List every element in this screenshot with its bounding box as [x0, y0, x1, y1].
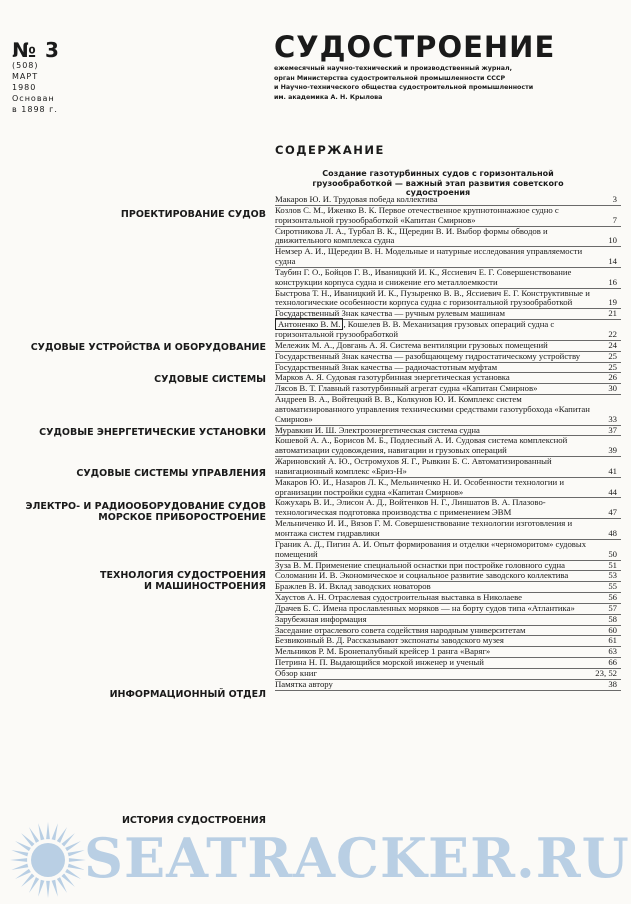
- sun-ray: [21, 833, 34, 846]
- toc-page-number: 26: [608, 372, 617, 383]
- toc-page-number: 22: [608, 328, 617, 339]
- toc-entry-text: Безвиконный В. Д. Рассказывают экспонаты заводского музея: [275, 635, 504, 646]
- sun-ray: [15, 841, 31, 851]
- sun-ray: [11, 850, 28, 856]
- toc-page-number: 33: [608, 413, 617, 424]
- issue-year: 1980: [12, 83, 37, 92]
- toc-page-number: 60: [608, 624, 617, 635]
- subtitle-line: им. академика А. Н. Крылова: [274, 93, 383, 101]
- toc-entry-text: Муравкин И. Ш. Электроэнергетическая система судна: [275, 424, 480, 435]
- toc-entry-text: Обзор книг: [275, 667, 318, 678]
- toc-entry[interactable]: [275, 498, 621, 519]
- sun-ray: [65, 869, 81, 879]
- toc-entry-text: Сиротникова Л. А., Турбал В. К., Щередин В. И. Выбор формы обводов и движительного комплекса судна: [275, 225, 548, 246]
- toc-entry-text: Зуза В. М. Применение специальной оснастки при постройке головного судна: [275, 559, 565, 570]
- issue-month: МАРТ: [12, 72, 39, 81]
- sun-ray: [38, 823, 44, 840]
- section-heading: ПРОЕКТИРОВАНИЕ СУДОВ: [120, 209, 266, 220]
- lead-article-title[interactable]: Создание газотурбинных судов с горизонтальной грузообработкой — важный этап развития советского судостроения: [312, 169, 564, 197]
- section-heading: СУДОВЫЕ СИСТЕМЫ: [154, 374, 266, 385]
- toc-page-number: 41: [608, 465, 617, 476]
- toc-page-number: 19: [608, 297, 617, 308]
- toc-entry-text: Марков А. Я. Судовая газотурбинная энергетическая установка: [275, 372, 510, 383]
- toc-entry-text: Драчев Б. С. Имена прославленных моряков — на борту судов типа «Атлантика»: [275, 602, 575, 613]
- founded-year: в 1898 г.: [12, 105, 58, 114]
- masthead: [274, 30, 624, 102]
- sun-ray: [11, 864, 28, 870]
- section-heading: ИНФОРМАЦИОННЫЙ ОТДЕЛ: [109, 689, 266, 700]
- watermark-text: SEATRACKER.RU: [84, 826, 630, 890]
- toc-page-number: 63: [608, 646, 617, 657]
- sun-ray: [29, 827, 39, 843]
- sun-ray: [29, 877, 39, 893]
- toc-entry-text: Государственный Знак качества — разобщающему гидростатическому устройству: [275, 350, 581, 361]
- toc-entry[interactable]: [275, 478, 621, 499]
- toc-page-number: 51: [608, 559, 617, 570]
- toc-entry-text: Быстрова Т. Н., Иваницкий И. К., Пузыренко В. В., Яссиевич Е. Г. Конструктивные и технологические особенности корпуса судна с горизонтальной грузообработкой: [275, 287, 590, 308]
- toc-entry-text: Заседание отраслевого совета содействия народным университетам: [275, 624, 526, 635]
- toc-page-number: 14: [608, 256, 617, 267]
- toc-entry-text: Соломанин И. В. Экономическое и социальное развитие заводского коллектива: [275, 570, 569, 581]
- toc-entry-text: Государственный Знак качества — радиочастотным муфтам: [275, 361, 498, 372]
- sun-ray: [61, 873, 74, 886]
- section-heading: ИСТОРИЯ СУДОСТРОЕНИЯ: [121, 815, 266, 826]
- toc-entry-text: Козлов С. М., Иженко В. К. Первое отечественное крупнотоннажное судно с горизонтальной грузообработкой «Капитан Смирнов»: [275, 204, 559, 225]
- contents-heading: СОДЕРЖАНИЕ: [275, 143, 385, 157]
- sun-ray: [15, 869, 31, 879]
- toc-entry[interactable]: [275, 457, 621, 478]
- toc-entry-text: Мельниченко И. И., Вязов Г. М. Совершенствование технологии изготовления и монтажа систем гидравлики: [275, 518, 573, 538]
- sun-ray: [68, 864, 85, 870]
- toc-entry-text: Бражлев В. И. Вклад заводских новаторов: [275, 581, 431, 592]
- toc-page-number: 16: [608, 276, 617, 287]
- section-heading: СУДОВЫЕ ЭНЕРГЕТИЧЕСКИЕ УСТАНОВКИ: [39, 427, 266, 438]
- toc-page-number: 30: [608, 383, 617, 394]
- toc-entry-text: Макаров Ю. И., Назаров Л. К., Мельниченко Н. И. Особенности технологии и организации постройки судна «Капитан Смирнов»: [275, 476, 565, 497]
- toc-entry[interactable]: [275, 540, 621, 561]
- sun-ray: [57, 877, 67, 893]
- toc-entry-text: Мельников Р. М. Бронепалубный крейсер 1 ранга «Варяг»: [275, 646, 491, 657]
- table-of-contents: [275, 195, 621, 691]
- subtitle-line: и Научно-технического общества судостроительной промышленности: [274, 84, 534, 91]
- toc-page-number: 58: [608, 613, 617, 624]
- toc-entry[interactable]: [275, 436, 621, 457]
- toc-entry[interactable]: [275, 658, 621, 669]
- toc-page-number: 7: [612, 214, 617, 225]
- toc-entry-text: Памятка автору: [275, 678, 333, 689]
- toc-entry-text: Жариновский А. Ю., Остромухов Я. Г., Рывкин Б. С. Автоматизированный навигационный комплекс «Бриз-Н»: [275, 456, 552, 476]
- toc-entry-text: Петрина Н. П. Выдающийся морской инженер и ученый: [275, 657, 484, 668]
- sun-logo-icon: [0, 808, 96, 904]
- watermark: [0, 808, 631, 904]
- toc-page-number: 21: [608, 308, 617, 319]
- toc-entry-rest: , Кошелев В. В. Механизация грузовых операций судна с горизонтальной грузообработкой: [275, 319, 555, 339]
- toc-entry-text: [275, 320, 595, 340]
- toc-page-number: 47: [608, 507, 617, 518]
- toc-entry-text: Немзер А. И., Щередин В. Н. Модельные и натурные исследования управляемости судна: [275, 246, 583, 267]
- toc-page-number: 37: [608, 424, 617, 435]
- toc-page-number: 61: [608, 635, 617, 646]
- toc-entry-text: Таубин Г. О., Бойцов Г. В., Иваницкий И. К., Яссиевич Е. Г. Совершенствование конструкции корпуса судна и снижение его металлоемкости: [275, 266, 572, 287]
- toc-page-number: 56: [608, 592, 617, 603]
- toc-entry[interactable]: [275, 519, 621, 540]
- toc-entry-text: Кожухарь В. И., Элисон А. Д., Войтенков Н. Г., Линшатов В. А. Плазово-технологическая подготовка производства с применением ЭВМ: [275, 497, 546, 518]
- issue-info: [12, 40, 72, 115]
- toc-entry-text: Лясов В. Т. Главный газотурбинный агрегат судна «Капитан Смирнов»: [275, 383, 538, 394]
- toc-entry-text: Мележик М. А., Довгань А. Я. Система вентиляции грузовых помещений: [275, 339, 548, 350]
- sun-ray: [57, 827, 67, 843]
- toc-page-number: 24: [608, 339, 617, 350]
- toc-entry[interactable]: [275, 206, 621, 227]
- subtitle-line: ежемесячный научно-технический и производственный журнал,: [274, 65, 513, 72]
- toc-page-number: 25: [608, 361, 617, 372]
- section-heading: СУДОВЫЕ УСТРОЙСТВА И ОБОРУДОВАНИЕ: [30, 342, 266, 353]
- section-heading: ЭЛЕКТРО- И РАДИООБОРУДОВАНИЕ СУДОВ МОРСКОЕ ПРИБОРОСТРОЕНИЕ: [25, 501, 266, 523]
- toc-page-number: 25: [608, 350, 617, 361]
- toc-page-number: 57: [608, 602, 617, 613]
- toc-entry-text: Хаустов А. Н. Отраслевая судостроительная выставка в Николаеве: [275, 592, 523, 603]
- magazine-title: СУДОСТРОЕНИЕ: [274, 30, 556, 64]
- issue-serial: (508): [12, 61, 39, 70]
- sun-ray: [10, 858, 27, 862]
- toc-entry[interactable]: [275, 395, 621, 426]
- toc-entry-text: Государственный Знак качества — ручным рулевым машинам: [275, 308, 506, 319]
- toc-page-number: 53: [608, 570, 617, 581]
- sun-ray: [46, 881, 50, 898]
- toc-entry-text: Андреев В. А., Войтецкий В. В., Колкунов Ю. И. Комплекс систем автоматизированного управления техническими средствами газотурбохода «Капитан Смирнов»: [275, 394, 590, 424]
- toc-entry[interactable]: [275, 615, 621, 626]
- toc-page-number: 55: [608, 581, 617, 592]
- sun-ray: [38, 880, 44, 897]
- sun-ray: [52, 880, 58, 897]
- section-heading: ТЕХНОЛОГИЯ СУДОСТРОЕНИЯ И МАШИНОСТРОЕНИЯ: [100, 570, 266, 592]
- toc-page-number: 23, 52: [595, 667, 617, 678]
- highlighted-author: Антоненко В. М.: [275, 318, 343, 330]
- section-heading: СУДОВЫЕ СИСТЕМЫ УПРАВЛЕНИЯ: [76, 468, 266, 479]
- toc-entry-text: Граник А. Д., Пигин А. И. Опыт формирования и отделки «черноморитом» судовых помещений: [275, 538, 587, 559]
- toc-page-number: 38: [608, 678, 617, 689]
- sun-ray: [68, 850, 85, 856]
- sun-ray: [61, 833, 74, 846]
- toc-entry[interactable]: [275, 352, 621, 363]
- toc-page-number: 3: [612, 194, 617, 204]
- toc-entry[interactable]: [275, 289, 621, 310]
- sun-ray: [65, 841, 81, 851]
- toc-entry[interactable]: [275, 247, 621, 268]
- toc-page-number: 44: [608, 486, 617, 497]
- toc-entry-text: Кошевой А. А., Борисов М. Б., Подлесный А. И. Судовая система комплексной автоматизации судовождения, навигации и грузовых операций: [275, 435, 568, 456]
- toc-page-number: 50: [608, 548, 617, 559]
- toc-entry[interactable]: [275, 320, 621, 341]
- toc-page-number: 48: [608, 528, 617, 538]
- toc-page-number: 66: [608, 657, 617, 668]
- toc-entry[interactable]: [275, 680, 621, 691]
- toc-entry-text: Зарубежная информация: [275, 613, 367, 624]
- founded-label: Основан: [12, 94, 55, 103]
- toc-entry-text: Макаров Ю. И. Трудовая победа коллектива: [275, 194, 438, 204]
- sun-ray: [21, 873, 34, 886]
- sun-ray: [52, 823, 58, 840]
- issue-number: № 3: [12, 38, 60, 62]
- subtitle-line: орган Министерства судостроительной промышленности СССР: [274, 74, 506, 82]
- toc-entry[interactable]: [275, 268, 621, 289]
- toc-page-number: 10: [608, 235, 617, 246]
- toc-entry[interactable]: [275, 227, 621, 248]
- sun-ray: [46, 822, 50, 839]
- toc-page-number: 39: [608, 445, 617, 456]
